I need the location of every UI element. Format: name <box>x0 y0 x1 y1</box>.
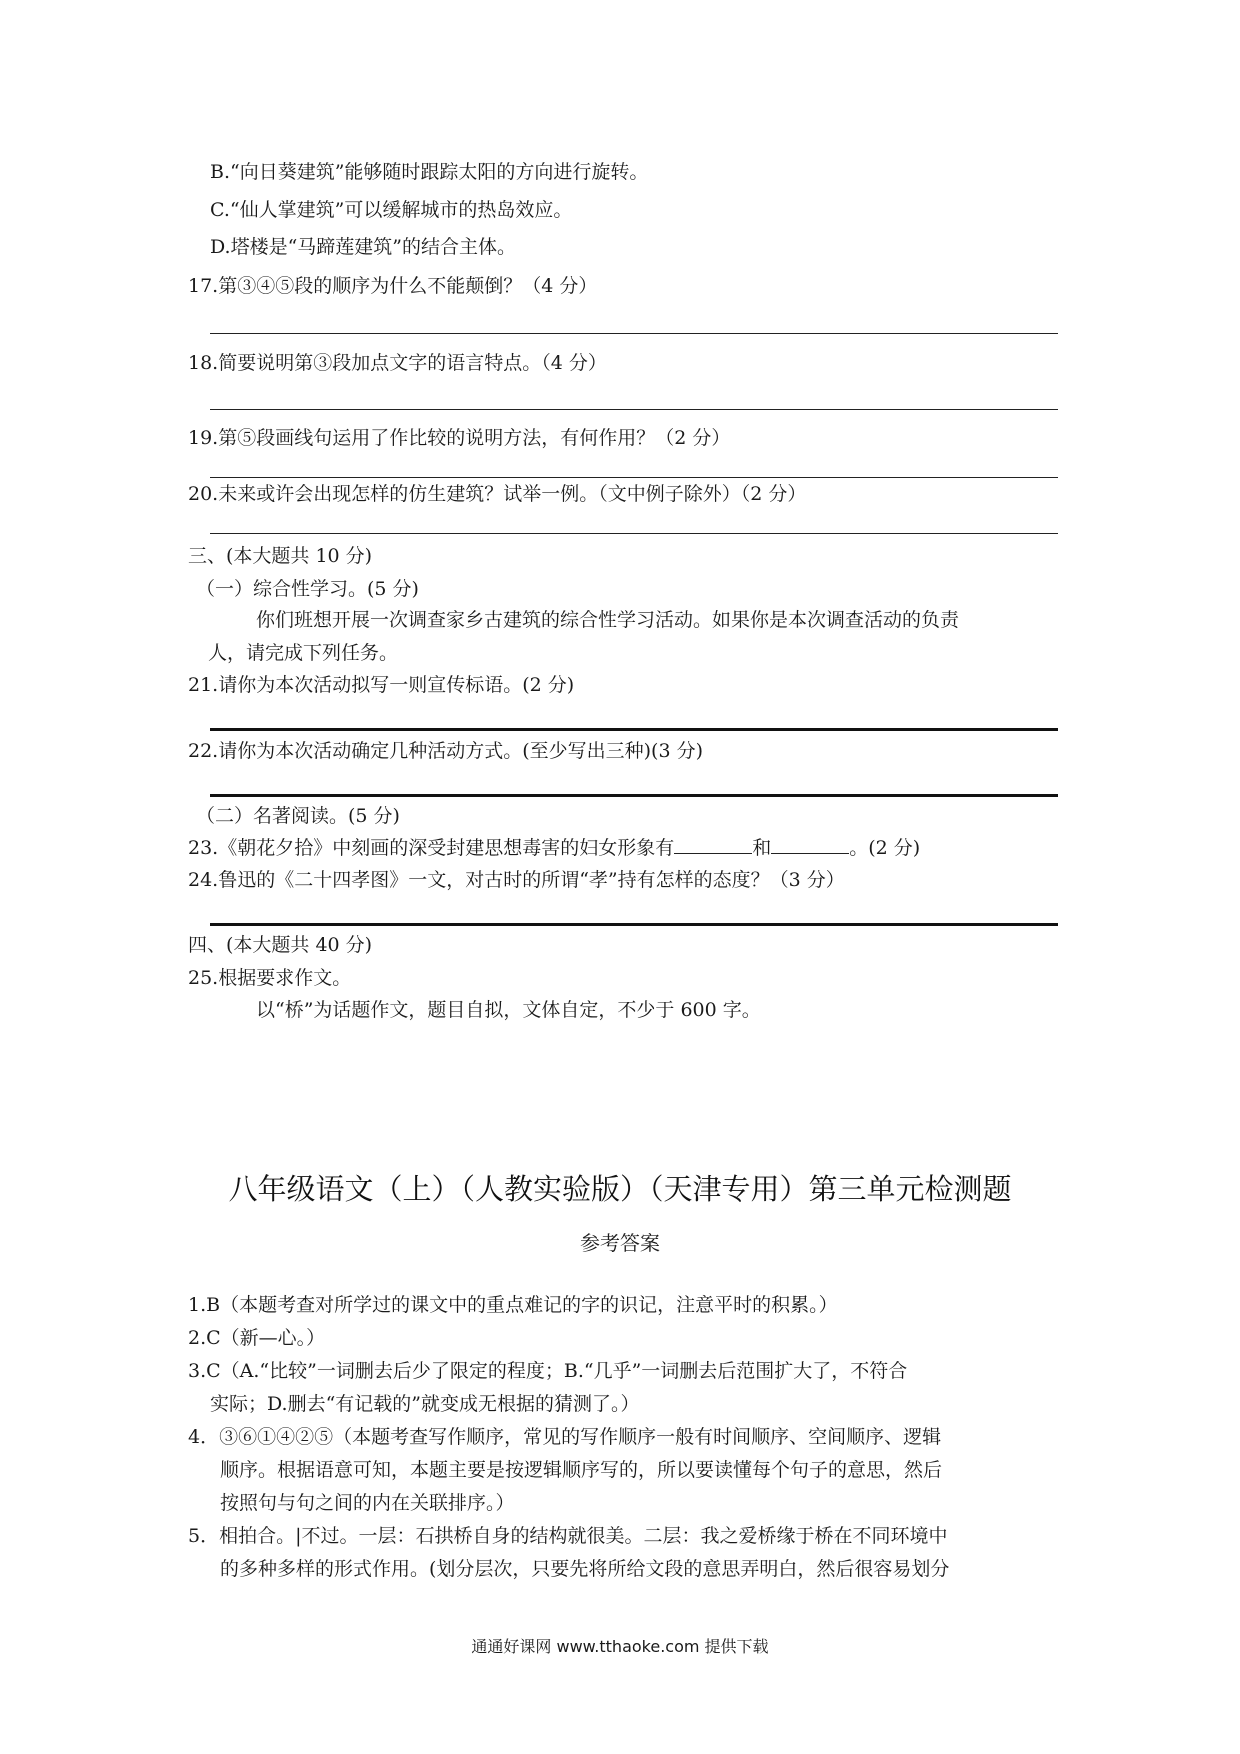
question-23-text-a: 23.《朝花夕拾》中刻画的深受封建思想毒害的妇女形象有 <box>188 837 675 859</box>
option-b: B.“向日葵建筑”能够随时跟踪太阳的方向进行旋转。 <box>210 161 649 183</box>
answer-line-21 <box>210 728 1058 731</box>
answer-key-title: 八年级语文（上）（人教实验版）（天津专用）第三单元检测题 <box>228 1172 1012 1206</box>
question-24: 24.鲁迅的《二十四孝图》一文，对古时的所谓“孝”持有怎样的态度？（3 分） <box>188 869 845 891</box>
question-19: 19.第⑤段画线句运用了作比较的说明方法，有何作用？（2 分） <box>188 427 731 449</box>
question-23-text-c: 。(2 分) <box>849 837 921 859</box>
section-4-heading: 四、(本大题共 40 分) <box>188 934 373 956</box>
question-23-text-b: 和 <box>752 837 772 859</box>
answer-line-18 <box>210 409 1058 410</box>
part-2-heading: （二）名著阅读。(5 分) <box>196 805 400 827</box>
question-21: 21.请你为本次活动拟写一则宣传标语。(2 分) <box>188 674 575 696</box>
answer-4-line-1: 4．③⑥①④②⑤（本题考查写作顺序，常见的写作顺序一般有时间顺序、空间顺序、逻辑 <box>188 1426 942 1448</box>
answer-4-line-3: 按照句与句之间的内在关联排序。） <box>220 1492 515 1514</box>
part-1-heading: （一）综合性学习。(5 分) <box>196 578 419 600</box>
part-1-intro-line-2: 人，请完成下列任务。 <box>208 642 399 664</box>
page-footer: 通通好课网 www.tthaoke.com 提供下载 <box>471 1637 769 1656</box>
answer-key-subtitle: 参考答案 <box>580 1231 660 1255</box>
question-20: 20.未来或许会出现怎样的仿生建筑？试举一例。（文中例子除外）（2 分） <box>188 483 807 505</box>
answer-1: 1.B（本题考查对所学过的课文中的重点难记的字的识记，注意平时的积累。） <box>188 1294 838 1316</box>
answer-line-24 <box>210 923 1058 926</box>
answer-line-20 <box>210 533 1058 534</box>
answer-line-17 <box>210 333 1058 334</box>
answer-3-line-1: 3.C（A.“比较”一词删去后少了限定的程度；B.“几乎”一词删去后范围扩大了，不符合 <box>188 1360 908 1382</box>
question-25: 25.根据要求作文。 <box>188 967 352 989</box>
part-1-intro-line-1: 你们班想开展一次调查家乡古建筑的综合性学习活动。如果你是本次调查活动的负责 <box>256 609 960 631</box>
option-d: D.塔楼是“马蹄莲建筑”的结合主体。 <box>210 236 517 258</box>
question-17: 17.第③④⑤段的顺序为什么不能颠倒？（4 分） <box>188 275 598 297</box>
answer-line-19 <box>210 477 1058 478</box>
section-3-heading: 三、(本大题共 10 分) <box>188 545 373 567</box>
question-25-prompt: 以“桥”为话题作文，题目自拟，文体自定，不少于 600 字。 <box>256 999 761 1021</box>
question-22: 22.请你为本次活动确定几种活动方式。(至少写出三种)(3 分) <box>188 740 703 762</box>
answer-4-line-2: 顺序。根据语意可知，本题主要是按逻辑顺序写的，所以要读懂每个句子的意思，然后 <box>220 1459 943 1481</box>
answer-5-line-1: 5．相拍合。|不过。一层：石拱桥自身的结构就很美。二层：我之爱桥缘于桥在不同环境中 <box>188 1525 948 1547</box>
question-18: 18.简要说明第③段加点文字的语言特点。（4 分） <box>188 352 607 374</box>
question-23 <box>188 835 920 861</box>
answer-5-line-2: 的多种多样的形式作用。(划分层次，只要先将所给文段的意思弄明白，然后很容易划分 <box>220 1558 950 1580</box>
option-c: C.“仙人掌建筑”可以缓解城市的热岛效应。 <box>210 199 573 221</box>
answer-line-22 <box>210 794 1058 797</box>
answer-3-line-2: 实际；D.删去“有记载的”就变成无根据的猜测了。） <box>210 1393 640 1415</box>
answer-2: 2.C（新—心。） <box>188 1327 326 1349</box>
fill-blank-2 <box>771 835 849 854</box>
fill-blank-1 <box>674 835 752 854</box>
